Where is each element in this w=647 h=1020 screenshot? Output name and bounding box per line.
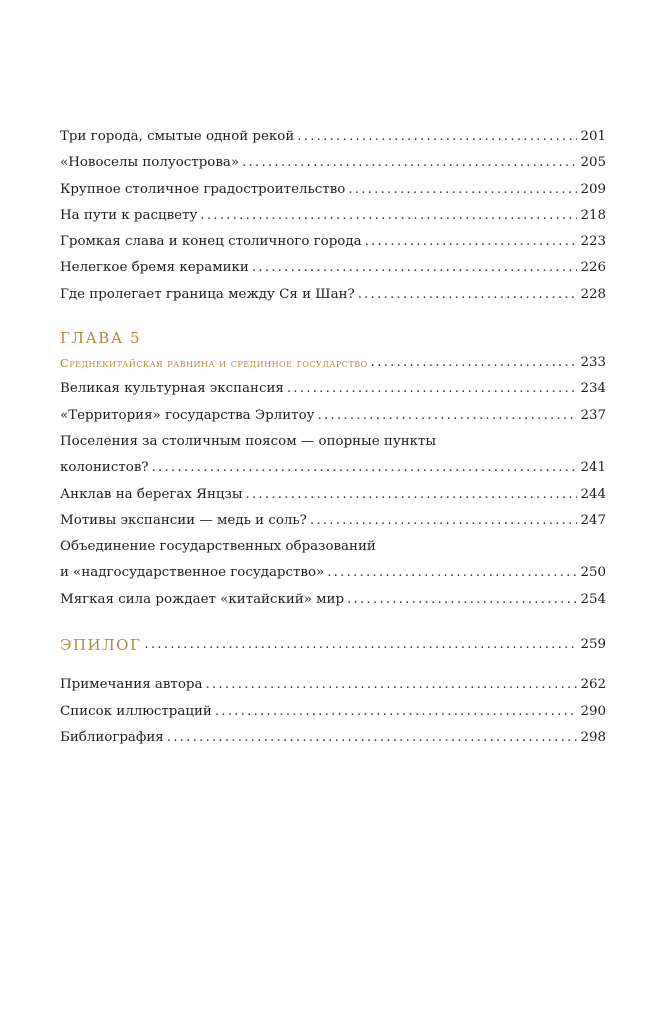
- toc-entry-page: 250: [580, 565, 606, 581]
- toc-entry-page: 201: [580, 129, 606, 144]
- dot-leader: [152, 455, 578, 481]
- toc-entry-title: Библиография: [60, 729, 164, 745]
- toc-entry: [60, 482, 606, 508]
- toc-entry: [60, 177, 606, 203]
- toc-entry-page: 226: [580, 260, 606, 276]
- toc-entry: [60, 534, 606, 587]
- dot-leader: [327, 560, 577, 586]
- epilog-title: ЭПИЛОГ: [60, 636, 142, 655]
- toc-entry-title-line1: Поселения за столичным поясом — опорные пункты: [60, 433, 437, 449]
- toc-entry: [60, 672, 606, 698]
- toc-entry: [60, 150, 606, 176]
- dot-leader: [297, 124, 577, 150]
- toc-entry-title: Мотивы экспансии — медь и соль?: [60, 512, 307, 528]
- dot-leader: [252, 255, 578, 281]
- toc-entry-page: 205: [580, 155, 606, 171]
- dot-leader: [347, 587, 577, 613]
- toc-entry: [60, 376, 606, 402]
- dot-leader: [246, 482, 578, 508]
- chapter-title: Среднекитайская равнина и срединное государство: [60, 356, 368, 371]
- toc-entry-title: Список иллюстраций: [60, 703, 212, 719]
- chapter-page: 233: [580, 355, 606, 371]
- toc-entry-title: Где пролегает граница между Ся и Шан?: [60, 286, 355, 302]
- dot-leader: [242, 150, 577, 176]
- dot-leader: [167, 725, 578, 751]
- toc-entry-title: Три города, смытые одной рекой: [60, 129, 295, 144]
- toc-entry: [60, 508, 606, 534]
- dot-leader: [318, 403, 578, 429]
- table-of-contents: [60, 124, 606, 751]
- toc-entry-title: Примечания автора: [60, 677, 203, 693]
- toc-entry-title: Громкая слава и конец столичного города: [60, 234, 362, 250]
- toc-entry-title: «Территория» государства Эрлитоу: [60, 407, 315, 423]
- toc-entry-page: 247: [580, 512, 606, 528]
- toc-entry: [60, 587, 606, 613]
- toc-entry-page: 223: [580, 234, 606, 250]
- dot-leader: [287, 376, 578, 402]
- chapter-number: ГЛАВА 5: [60, 329, 142, 348]
- dot-leader: [144, 632, 577, 658]
- toc-entry-page: 244: [580, 486, 606, 502]
- toc-entry-title: Мягкая сила рождает «китайский» мир: [60, 591, 345, 607]
- toc-entry-page: 209: [580, 181, 606, 197]
- toc-entry: [60, 429, 606, 482]
- toc-entry: [60, 282, 606, 308]
- toc-entry-page: 241: [580, 460, 606, 476]
- toc-entry-title-line2: и «надгосударственное государство»: [60, 565, 325, 581]
- dot-leader: [200, 203, 577, 229]
- toc-entry-page: 237: [580, 407, 606, 423]
- toc-entry-title: На пути к расцвету: [60, 207, 198, 223]
- toc-entry-page: 228: [580, 286, 606, 302]
- dot-leader: [310, 508, 578, 534]
- toc-entry-page: 254: [580, 591, 606, 607]
- toc-entry-page: 262: [580, 677, 606, 693]
- toc-entry: [60, 255, 606, 281]
- toc-entry-title: Анклав на берегах Янцзы: [60, 486, 243, 502]
- toc-entry-title: Великая культурная экспансия: [60, 381, 284, 397]
- dot-leader: [215, 699, 578, 725]
- toc-entry-page: 234: [580, 381, 606, 397]
- toc-entry: [60, 403, 606, 429]
- toc-entry-title: Крупное столичное градостроительство: [60, 181, 346, 197]
- dot-leader: [205, 672, 577, 698]
- toc-entry: [60, 124, 606, 150]
- dot-leader: [358, 282, 578, 308]
- toc-entry-page: 290: [580, 703, 606, 719]
- dot-leader: [371, 350, 578, 376]
- toc-entry-title: Нелегкое бремя керамики: [60, 260, 249, 276]
- dot-leader: [365, 229, 578, 255]
- epilog-entry: [60, 632, 606, 658]
- epilog-page: 259: [580, 637, 606, 653]
- toc-entry-page: 218: [580, 207, 606, 223]
- toc-entry-title-line2: колонистов?: [60, 460, 149, 476]
- toc-entry-title-line1: Объединение государственных образований: [60, 539, 376, 555]
- chapter-heading: [60, 350, 606, 376]
- dot-leader: [348, 177, 577, 203]
- toc-entry: [60, 699, 606, 725]
- toc-entry: [60, 229, 606, 255]
- toc-entry: [60, 203, 606, 229]
- toc-entry-page: 298: [580, 729, 606, 745]
- toc-entry-title: «Новоселы полуострова»: [60, 155, 240, 171]
- toc-entry: [60, 725, 606, 751]
